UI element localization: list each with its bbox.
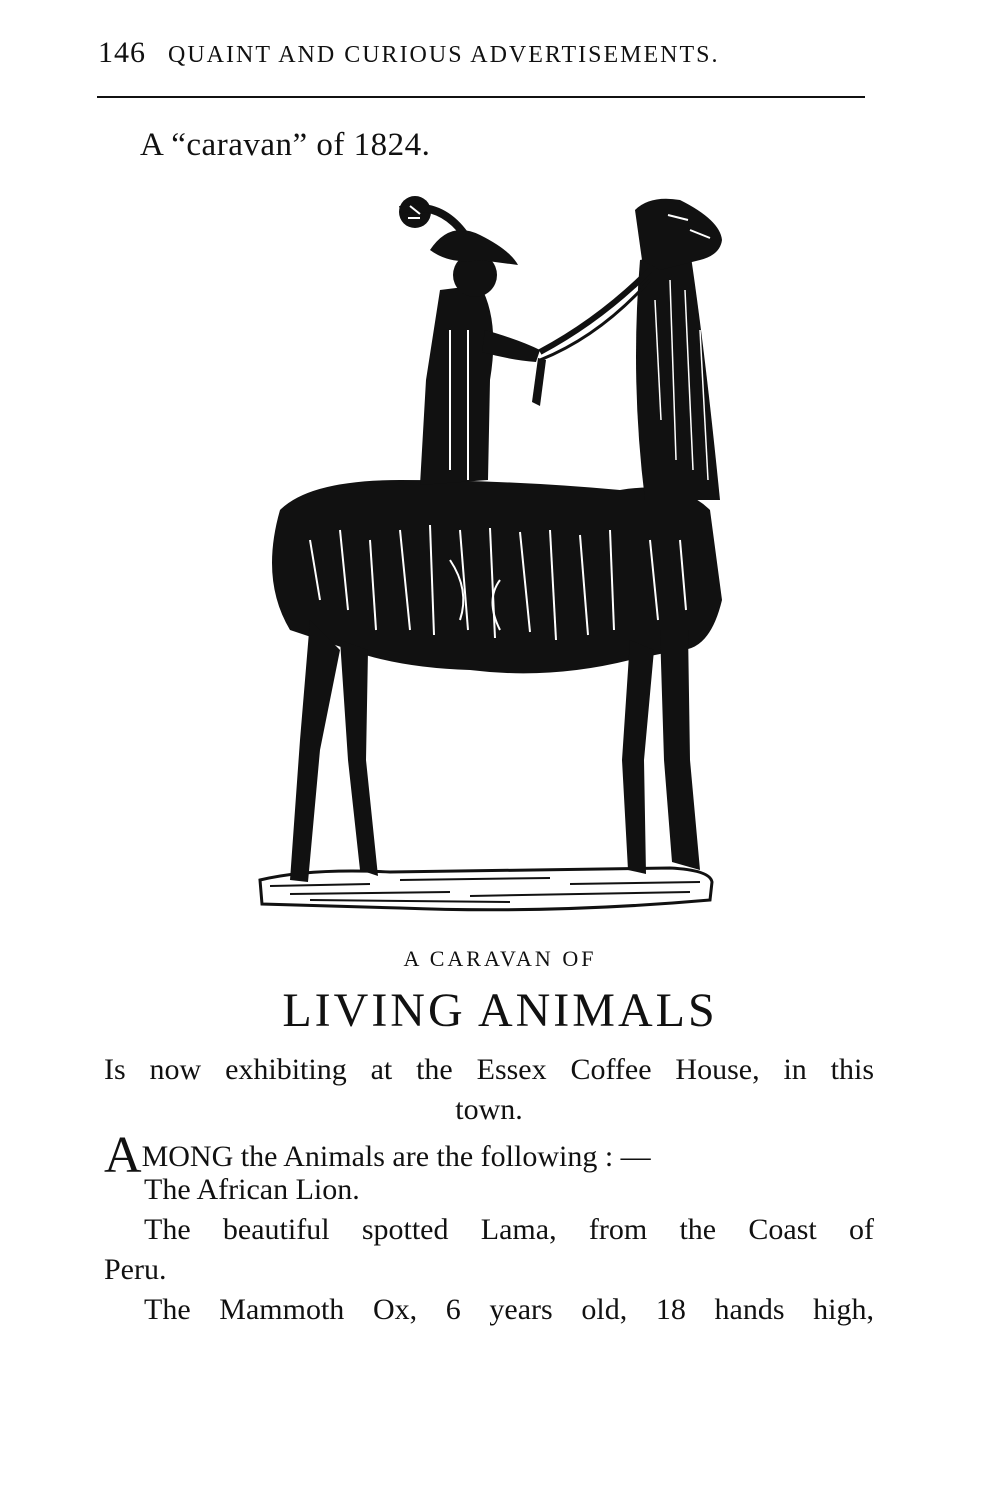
header-rule [97,96,865,98]
ad-intro-line-1: Is now exhibiting at the Essex Coffee House, in this [104,1053,874,1086]
running-head [98,36,868,76]
llama-woodcut-illustration [250,180,730,920]
ad-item-3-line-1: The Mammoth Ox, 6 years old, 18 hands high, [144,1293,874,1326]
ad-list-intro-text: MONG the Animals are the following : — [141,1140,651,1173]
ad-item-2-line-1: The beautiful spotted Lama, from the Coast of [144,1213,874,1246]
ad-subhead: A CARAVAN OF [403,946,597,971]
ad-item-1: The African Lion. [144,1173,360,1206]
ad-item-2-line-2: Peru. [104,1253,167,1286]
ad-headline: LIVING ANIMALS [282,984,718,1037]
ad-intro-line-2: town. [455,1093,523,1126]
page-number: 146 [98,36,146,69]
illustration-caption: A “caravan” of 1824. [140,127,431,163]
running-title: QUAINT AND CURIOUS ADVERTISEMENTS. [168,42,720,68]
drop-cap: A [104,1127,142,1184]
